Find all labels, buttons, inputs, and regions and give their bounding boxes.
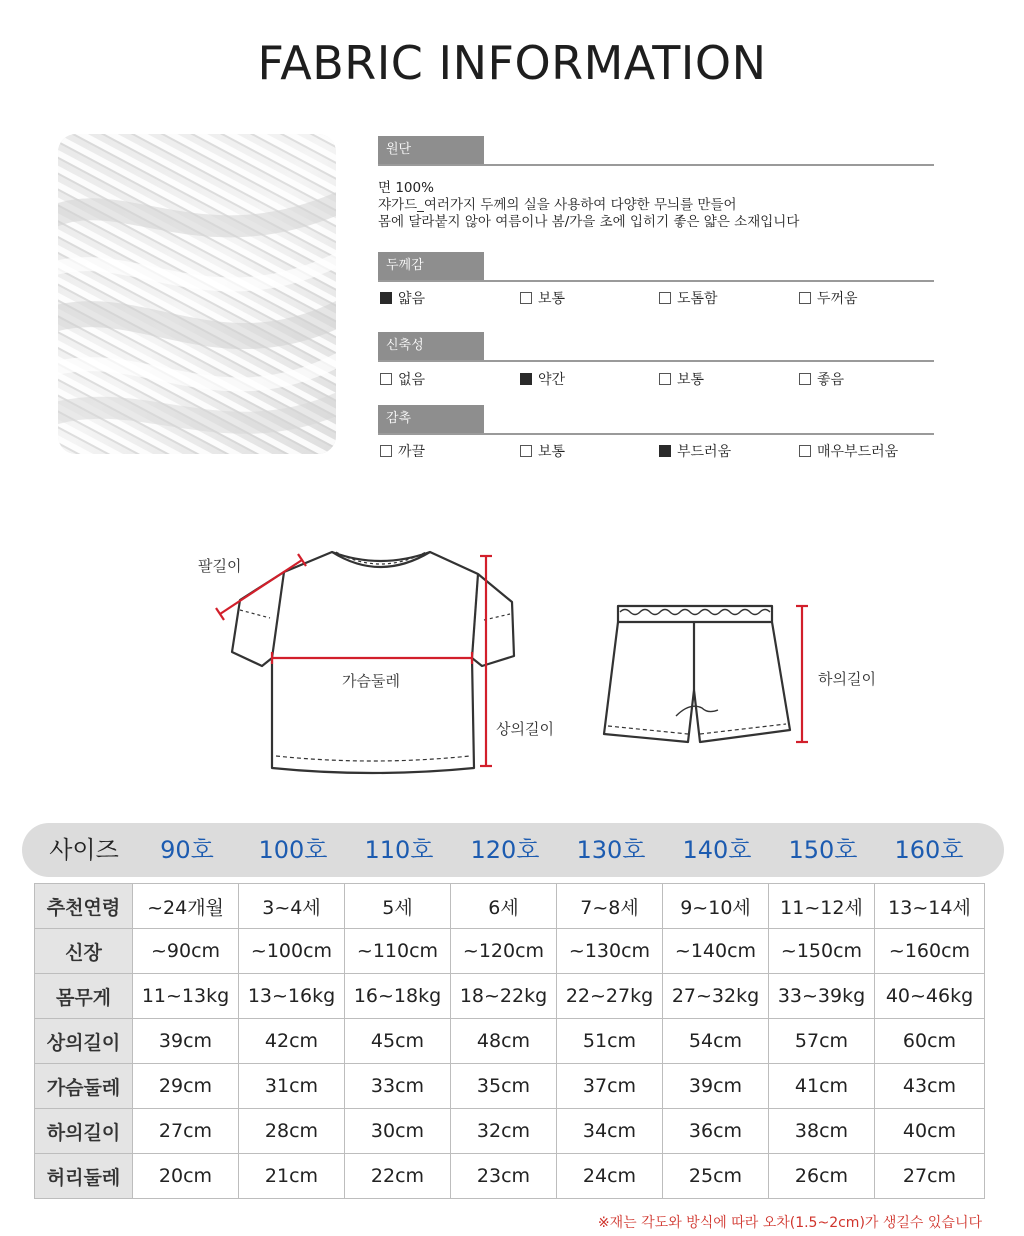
- size-header-item: 150호: [788, 836, 858, 864]
- row-label: 상의길이: [35, 1019, 133, 1064]
- table-cell: 27cm: [133, 1109, 239, 1154]
- checkbox-empty-icon: [659, 373, 671, 385]
- texture-option[interactable]: 보통: [520, 443, 565, 461]
- table-cell: 31cm: [239, 1064, 345, 1109]
- table-cell: 45cm: [345, 1019, 451, 1064]
- elasticity-options: [380, 371, 940, 391]
- table-cell: 24cm: [557, 1154, 663, 1199]
- table-cell: 48cm: [451, 1019, 557, 1064]
- table-row: [35, 929, 985, 974]
- table-cell: 27~32kg: [663, 974, 769, 1019]
- checkbox-checked-icon: [659, 445, 671, 457]
- row-label: 신장: [35, 929, 133, 974]
- table-cell: 16~18kg: [345, 974, 451, 1019]
- table-cell: 40~46kg: [875, 974, 985, 1019]
- table-cell: ~160cm: [875, 929, 985, 974]
- texture-section-header: [378, 405, 934, 435]
- table-cell: ~140cm: [663, 929, 769, 974]
- table-cell: 11~13kg: [133, 974, 239, 1019]
- table-cell: 21cm: [239, 1154, 345, 1199]
- size-header: [22, 823, 1004, 877]
- checkbox-empty-icon: [380, 445, 392, 457]
- size-table: [34, 883, 985, 1199]
- fabric-description: [378, 180, 799, 231]
- texture-option[interactable]: 매우부드러움: [799, 443, 898, 461]
- table-row: [35, 1019, 985, 1064]
- row-label: 추천연령: [35, 884, 133, 929]
- table-cell: 43cm: [875, 1064, 985, 1109]
- table-cell: 25cm: [663, 1154, 769, 1199]
- table-cell: 60cm: [875, 1019, 985, 1064]
- table-cell: 33cm: [345, 1064, 451, 1109]
- table-cell: 32cm: [451, 1109, 557, 1154]
- table-cell: 20cm: [133, 1154, 239, 1199]
- checkbox-checked-icon: [520, 373, 532, 385]
- row-label: 허리둘레: [35, 1154, 133, 1199]
- sleeve-length-label: 팔길이: [198, 557, 242, 575]
- table-cell: 35cm: [451, 1064, 557, 1109]
- table-row: [35, 1064, 985, 1109]
- row-label: 몸무게: [35, 974, 133, 1019]
- texture-options: [380, 443, 940, 463]
- fabric-label: 원단: [378, 136, 484, 164]
- table-cell: 27cm: [875, 1154, 985, 1199]
- fabric-desc-line: 몸에 달라붙지 않아 여름이나 봄/가을 초에 입히기 좋은 얇은 소재입니다: [378, 214, 800, 230]
- table-cell: 36cm: [663, 1109, 769, 1154]
- size-header-item: 110호: [364, 836, 434, 864]
- table-cell: 28cm: [239, 1109, 345, 1154]
- bottom-length-label: 하의길이: [818, 670, 876, 688]
- table-cell: 11~12세: [769, 884, 875, 929]
- top-length-label: 상의길이: [496, 720, 554, 738]
- table-row: [35, 1109, 985, 1154]
- table-cell: 13~14세: [875, 884, 985, 929]
- table-cell: ~24개월: [133, 884, 239, 929]
- table-cell: 51cm: [557, 1019, 663, 1064]
- thickness-section-header: [378, 252, 934, 282]
- table-cell: 37cm: [557, 1064, 663, 1109]
- table-cell: 13~16kg: [239, 974, 345, 1019]
- table-cell: 39cm: [663, 1064, 769, 1109]
- size-header-item: 100호: [258, 836, 328, 864]
- table-cell: 38cm: [769, 1109, 875, 1154]
- checkbox-empty-icon: [659, 292, 671, 304]
- fabric-desc-line: 면 100%: [378, 180, 434, 196]
- thickness-option[interactable]: 도톰함: [659, 290, 718, 308]
- elasticity-option[interactable]: 없음: [380, 371, 425, 389]
- table-cell: 9~10세: [663, 884, 769, 929]
- chest-label: 가슴둘레: [342, 672, 400, 690]
- table-cell: ~90cm: [133, 929, 239, 974]
- table-cell: 40cm: [875, 1109, 985, 1154]
- table-cell: ~150cm: [769, 929, 875, 974]
- table-cell: ~110cm: [345, 929, 451, 974]
- thickness-option[interactable]: 보통: [520, 290, 565, 308]
- page-title: FABRIC INFORMATION: [257, 36, 767, 90]
- table-row: [35, 974, 985, 1019]
- table-cell: 39cm: [133, 1019, 239, 1064]
- table-cell: 22~27kg: [557, 974, 663, 1019]
- checkbox-empty-icon: [520, 445, 532, 457]
- table-cell: 30cm: [345, 1109, 451, 1154]
- shorts-illustration: [604, 606, 790, 742]
- size-header-item: 160호: [894, 836, 964, 864]
- texture-option[interactable]: 까끌: [380, 443, 425, 461]
- elasticity-option[interactable]: 보통: [659, 371, 704, 389]
- size-header-item: 120호: [470, 836, 540, 864]
- thickness-options: [380, 290, 940, 310]
- measurement-diagram: [0, 530, 1024, 790]
- checkbox-empty-icon: [799, 373, 811, 385]
- table-cell: 22cm: [345, 1154, 451, 1199]
- fabric-desc-line: 쟈가드_여러가지 두께의 실을 사용하여 다양한 무늬를 만들어: [378, 197, 737, 213]
- table-cell: 54cm: [663, 1019, 769, 1064]
- texture-option[interactable]: 부드러움: [659, 443, 731, 461]
- table-cell: 3~4세: [239, 884, 345, 929]
- elasticity-option[interactable]: 좋음: [799, 371, 844, 389]
- thickness-option[interactable]: 얇음: [380, 290, 425, 308]
- table-row: [35, 884, 985, 929]
- table-cell: 7~8세: [557, 884, 663, 929]
- measurement-note: ※재는 각도와 방식에 따라 오차(1.5~2cm)가 생길수 있습니다: [597, 1215, 982, 1231]
- size-header-item: 130호: [576, 836, 646, 864]
- fabric-section: [378, 136, 934, 166]
- table-cell: 42cm: [239, 1019, 345, 1064]
- elasticity-label: 신축성: [378, 332, 484, 360]
- table-cell: 57cm: [769, 1019, 875, 1064]
- table-cell: 23cm: [451, 1154, 557, 1199]
- table-cell: 6세: [451, 884, 557, 929]
- size-header-item: 140호: [682, 836, 752, 864]
- elasticity-section: [378, 332, 934, 362]
- fabric-section-header: [378, 136, 934, 166]
- texture-label: 감촉: [378, 405, 484, 433]
- row-label: 가슴둘레: [35, 1064, 133, 1109]
- table-cell: ~120cm: [451, 929, 557, 974]
- texture-section: [378, 405, 934, 435]
- thickness-section: [378, 252, 934, 282]
- thickness-label: 두께감: [378, 252, 484, 280]
- size-header-item: 90호: [160, 836, 214, 864]
- checkbox-empty-icon: [799, 445, 811, 457]
- table-cell: 18~22kg: [451, 974, 557, 1019]
- table-cell: 34cm: [557, 1109, 663, 1154]
- table-cell: 29cm: [133, 1064, 239, 1109]
- elasticity-section-header: [378, 332, 934, 362]
- table-cell: 5세: [345, 884, 451, 929]
- checkbox-empty-icon: [380, 373, 392, 385]
- row-label: 하의길이: [35, 1109, 133, 1154]
- thickness-option[interactable]: 두꺼움: [799, 290, 858, 308]
- table-cell: 33~39kg: [769, 974, 875, 1019]
- table-cell: ~100cm: [239, 929, 345, 974]
- size-header-label: 사이즈: [49, 836, 119, 864]
- checkbox-checked-icon: [380, 292, 392, 304]
- checkbox-empty-icon: [520, 292, 532, 304]
- table-cell: 41cm: [769, 1064, 875, 1109]
- elasticity-option[interactable]: 약간: [520, 371, 565, 389]
- table-cell: 26cm: [769, 1154, 875, 1199]
- table-cell: ~130cm: [557, 929, 663, 974]
- table-row: [35, 1154, 985, 1199]
- fabric-photo: [58, 134, 336, 454]
- checkbox-empty-icon: [799, 292, 811, 304]
